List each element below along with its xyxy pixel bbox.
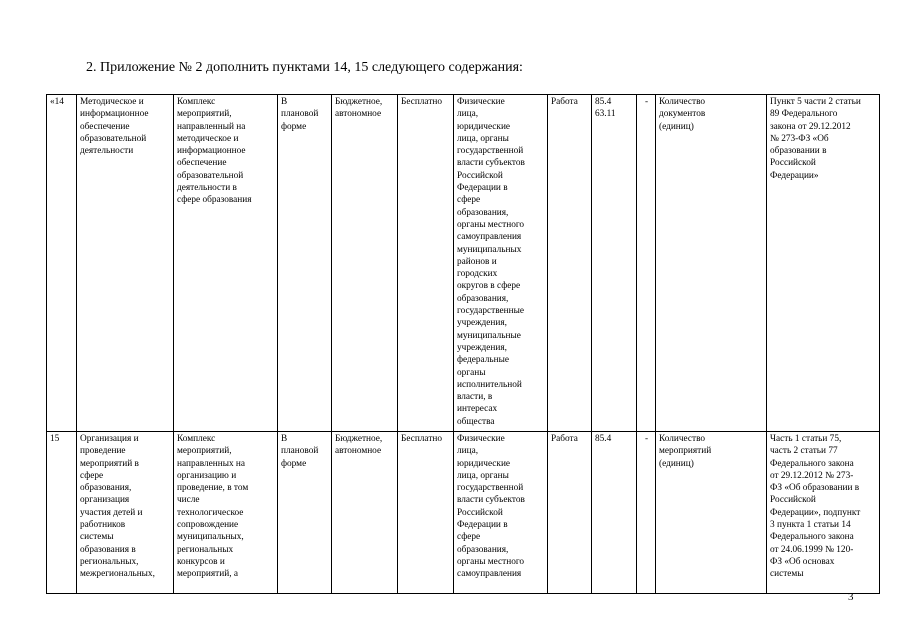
cell-number: «14 — [47, 95, 77, 432]
cell-legal-basis: Часть 1 статьи 75, часть 2 статьи 77 Федерального закона от 29.12.2012 № 273- ФЗ «Об образовании в Российской Федерации», подпункт 3 пункта 1 статьи 14 Федерального закона от 24.06.1999 № 120- ФЗ «Об основах системы — [767, 432, 880, 594]
cell-dash: - — [637, 95, 656, 432]
cell-institution-type: Бюджетное, автономное — [332, 432, 398, 594]
table-row — [47, 95, 880, 432]
cell-consumers: Физические лица, юридические лица, органы государственной власти субъектов Российской Федерации в сфере образования, органы местного самоуправления — [454, 432, 548, 594]
cell-payment: Бесплатно — [398, 432, 454, 594]
section-heading: 2. Приложение № 2 дополнить пунктами 14, 15 следующего содержания: — [86, 60, 523, 75]
cell-service-name: Организация и проведение мероприятий в сфере образования, организация участия детей и работников системы образования в региональных, межрегиональных, — [77, 432, 174, 594]
cell-indicator: Количество мероприятий (единиц) — [656, 432, 767, 594]
cell-number: 15 — [47, 432, 77, 594]
cell-service-content: Комплекс мероприятий, направленный на методическое и информационное обеспечение образовательной деятельности в сфере образования — [174, 95, 278, 432]
cell-service-content: Комплекс мероприятий, направленных на организацию и проведение, в том числе технологическое сопровождение муниципальных, региональных конкурсов и мероприятий, а — [174, 432, 278, 594]
cell-kind: Работа — [548, 432, 592, 594]
cell-consumers: Физические лица, юридические лица, органы государственной власти субъектов Российской Федерации в сфере образования, органы местного самоуправления муниципальных районов и городских округов в сфере образования, государственные учреждения, муниципальные учреждения, федеральные органы исполнительной власти, в интересах общества — [454, 95, 548, 432]
cell-form: В плановой форме — [278, 95, 332, 432]
cell-indicator: Количество документов (единиц) — [656, 95, 767, 432]
cell-okved: 85.4 — [592, 432, 637, 594]
cell-legal-basis: Пункт 5 части 2 статьи 89 Федерального закона от 29.12.2012 № 273-ФЗ «Об образовании в Российской Федерации» — [767, 95, 880, 432]
services-table — [46, 94, 880, 594]
cell-form: В плановой форме — [278, 432, 332, 594]
cell-service-name: Методическое и информационное обеспечение образовательной деятельности — [77, 95, 174, 432]
cell-institution-type: Бюджетное, автономное — [332, 95, 398, 432]
cell-payment: Бесплатно — [398, 95, 454, 432]
cell-okved: 85.4 63.11 — [592, 95, 637, 432]
table-row — [47, 432, 880, 594]
page-number: 3 — [848, 591, 854, 603]
cell-kind: Работа — [548, 95, 592, 432]
cell-dash: - — [637, 432, 656, 594]
